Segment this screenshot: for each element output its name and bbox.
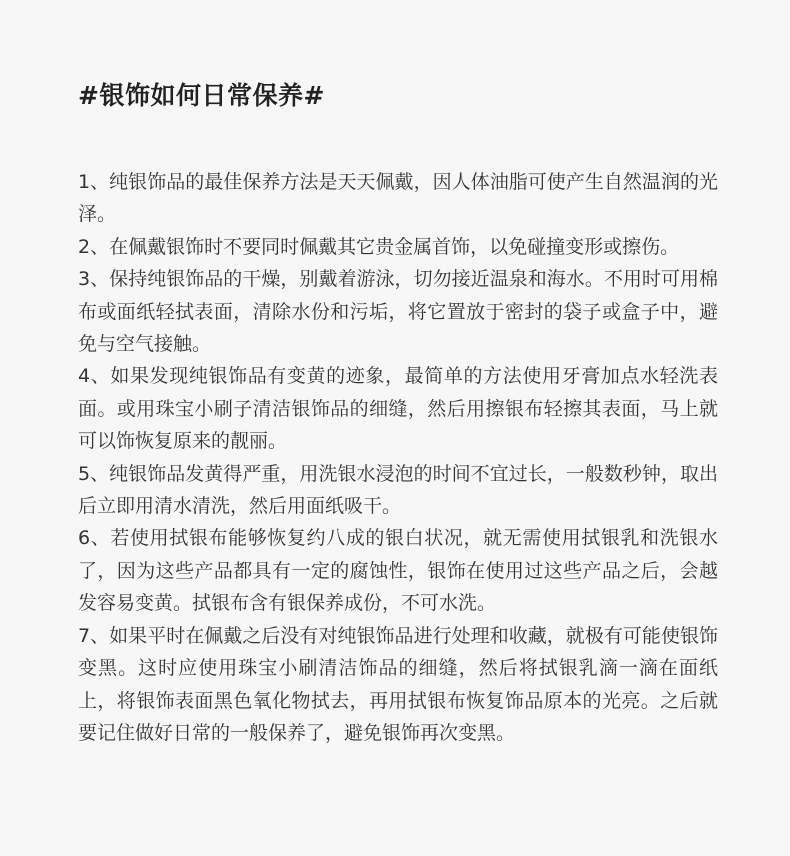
paragraph-1: 1、纯银饰品的最佳保养方法是天天佩戴，因人体油脂可使产生自然温润的光泽。: [78, 171, 718, 226]
paragraph-2: 2、在佩戴银饰时不要同时佩戴其它贵金属首饰，以免碰撞变形或擦伤。: [78, 235, 680, 258]
article-title: #银饰如何日常保养#: [78, 81, 325, 110]
paragraph-6: 6、若使用拭银布能够恢复约八成的银白状况，就无需使用拭银乳和洗银水了，因为这些产品都具有一定的腐蚀性，银饰在使用过这些产品之后，会越发容易变黄。拭银布含有银保养成份，不可水洗。: [78, 527, 718, 615]
paragraph-7: 7、如果平时在佩戴之后没有对纯银饰品进行处理和收藏，就极有可能使银饰变黑。这时应使用珠宝小刷清洁饰品的细缝，然后将拭银乳滴一滴在面纸上，将银饰表面黑色氧化物拭去，再用拭银布恢复饰品原本的光亮。之后就要记住做好日常的一般保养了，避免银饰再次变黑。: [78, 624, 718, 744]
paragraph-5: 5、纯银饰品发黄得严重，用洗银水浸泡的时间不宜过长，一般数秒钟，取出后立即用清水清洗，然后用面纸吸干。: [78, 462, 718, 518]
paragraph-4: 4、如果发现纯银饰品有变黄的迹象，最简单的方法使用牙膏加点水轻洗表面。或用珠宝小刷子清洁银饰品的细缝，然后用擦银布轻擦其表面，马上就可以饰恢复原来的靓丽。: [78, 365, 718, 453]
paragraph-3: 3、保持纯银饰品的干燥，别戴着游泳，切勿接近温泉和海水。不用时可用棉布或面纸轻拭表面，清除水份和污垢，将它置放于密封的袋子或盒子中，避免与空气接触。: [78, 268, 718, 356]
article-body: [78, 166, 718, 749]
